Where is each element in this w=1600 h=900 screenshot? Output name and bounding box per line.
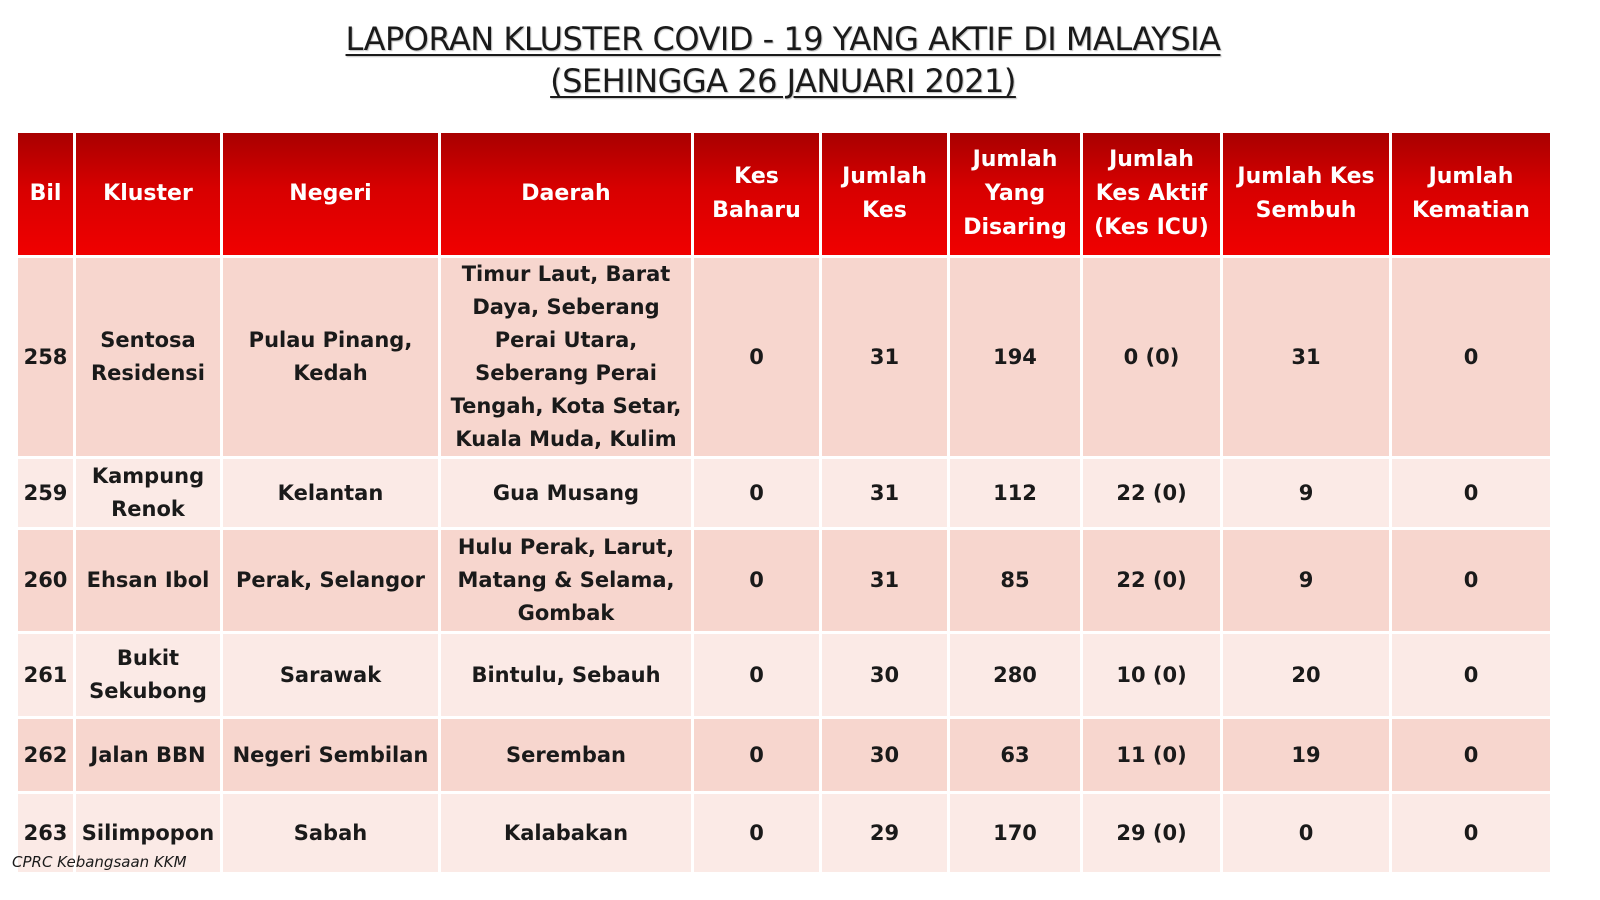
cell-kes-baharu: 0	[694, 459, 819, 527]
cell-jumlah-kematian: 0	[1392, 719, 1550, 791]
cell-jumlah-kes-sembuh: 20	[1223, 634, 1389, 716]
cell-kluster: Bukit Sekubong	[76, 634, 220, 716]
table-header-row	[18, 133, 1550, 255]
cell-jumlah-kematian: 0	[1392, 459, 1550, 527]
cell-jumlah-disaring: 194	[950, 258, 1080, 456]
cell-negeri: Sarawak	[223, 634, 438, 716]
table-row	[18, 634, 1550, 716]
cell-daerah: Gua Musang	[441, 459, 691, 527]
header-jumlah-kes-sembuh: Jumlah Kes Sembuh	[1223, 133, 1389, 255]
report-title-line-2	[0, 60, 1566, 102]
cell-jumlah-disaring: 112	[950, 459, 1080, 527]
cell-kes-baharu: 0	[694, 258, 819, 456]
cell-jumlah-disaring: 63	[950, 719, 1080, 791]
cell-bil: 263	[18, 794, 73, 872]
header-kluster: Kluster	[76, 133, 220, 255]
cell-kes-baharu: 0	[694, 719, 819, 791]
cell-jumlah-kes: 30	[822, 719, 947, 791]
cell-negeri: Pulau Pinang, Kedah	[223, 258, 438, 456]
table-row	[18, 719, 1550, 791]
cell-negeri: Perak, Selangor	[223, 530, 438, 631]
cell-bil: 260	[18, 530, 73, 631]
cell-bil: 259	[18, 459, 73, 527]
cell-jumlah-kes-sembuh: 9	[1223, 459, 1389, 527]
cell-daerah: Timur Laut, Barat Daya, Seberang Perai Utara, Seberang Perai Tengah, Kota Setar, Kuala Muda, Kulim	[441, 258, 691, 456]
table-row	[18, 530, 1550, 631]
header-jumlah-kes-aktif: Jumlah Kes Aktif (Kes ICU)	[1083, 133, 1220, 255]
cell-jumlah-kes-sembuh: 19	[1223, 719, 1389, 791]
cell-daerah: Bintulu, Sebauh	[441, 634, 691, 716]
cell-jumlah-kes-sembuh: 31	[1223, 258, 1389, 456]
cell-jumlah-kes: 29	[822, 794, 947, 872]
cell-jumlah-kes: 31	[822, 258, 947, 456]
table-row	[18, 794, 1550, 872]
cell-jumlah-disaring: 170	[950, 794, 1080, 872]
cell-jumlah-kes-aktif: 29 (0)	[1083, 794, 1220, 872]
cell-jumlah-kematian: 0	[1392, 530, 1550, 631]
report-title-text-1: LAPORAN KLUSTER COVID - 19 YANG AKTIF DI MALAYSIA	[345, 20, 1221, 58]
cell-jumlah-kes-sembuh: 9	[1223, 530, 1389, 631]
header-daerah: Daerah	[441, 133, 691, 255]
source-credit: CPRC Kebangsaan KKM	[12, 853, 187, 871]
header-jumlah-kematian: Jumlah Kematian	[1392, 133, 1550, 255]
cell-jumlah-kematian: 0	[1392, 634, 1550, 716]
report-title	[0, 18, 1566, 102]
cell-daerah: Seremban	[441, 719, 691, 791]
cell-kes-baharu: 0	[694, 530, 819, 631]
cell-jumlah-kes-aktif: 0 (0)	[1083, 258, 1220, 456]
table-row	[18, 258, 1550, 456]
cluster-table	[15, 130, 1553, 875]
cell-jumlah-disaring: 280	[950, 634, 1080, 716]
cell-jumlah-kes-sembuh: 0	[1223, 794, 1389, 872]
cell-daerah: Kalabakan	[441, 794, 691, 872]
report-title-line-1	[0, 18, 1566, 60]
cell-negeri: Sabah	[223, 794, 438, 872]
cell-kes-baharu: 0	[694, 794, 819, 872]
cell-jumlah-kematian: 0	[1392, 794, 1550, 872]
cell-bil: 261	[18, 634, 73, 716]
cell-jumlah-kes: 31	[822, 459, 947, 527]
cell-negeri: Kelantan	[223, 459, 438, 527]
cell-jumlah-kes-aktif: 22 (0)	[1083, 459, 1220, 527]
cell-bil: 258	[18, 258, 73, 456]
cell-kluster: Jalan BBN	[76, 719, 220, 791]
header-negeri: Negeri	[223, 133, 438, 255]
cell-jumlah-kes-aktif: 11 (0)	[1083, 719, 1220, 791]
report-title-text-2: (SEHINGGA 26 JANUARI 2021)	[550, 62, 1016, 100]
cell-negeri: Negeri Sembilan	[223, 719, 438, 791]
cell-jumlah-disaring: 85	[950, 530, 1080, 631]
header-jumlah-kes: Jumlah Kes	[822, 133, 947, 255]
cell-jumlah-kematian: 0	[1392, 258, 1550, 456]
cell-jumlah-kes-aktif: 10 (0)	[1083, 634, 1220, 716]
cell-kluster: Ehsan Ibol	[76, 530, 220, 631]
cell-daerah: Hulu Perak, Larut, Matang & Selama, Gombak	[441, 530, 691, 631]
cell-jumlah-kes: 31	[822, 530, 947, 631]
cell-jumlah-kes-aktif: 22 (0)	[1083, 530, 1220, 631]
cell-bil: 262	[18, 719, 73, 791]
cell-jumlah-kes: 30	[822, 634, 947, 716]
header-bil: Bil	[18, 133, 73, 255]
cell-kluster: Sentosa Residensi	[76, 258, 220, 456]
header-jumlah-disaring: Jumlah Yang Disaring	[950, 133, 1080, 255]
cell-kluster: Kampung Renok	[76, 459, 220, 527]
cell-kluster: Silimpopon	[76, 794, 220, 872]
table-row	[18, 459, 1550, 527]
cell-kes-baharu: 0	[694, 634, 819, 716]
header-kes-baharu: Kes Baharu	[694, 133, 819, 255]
